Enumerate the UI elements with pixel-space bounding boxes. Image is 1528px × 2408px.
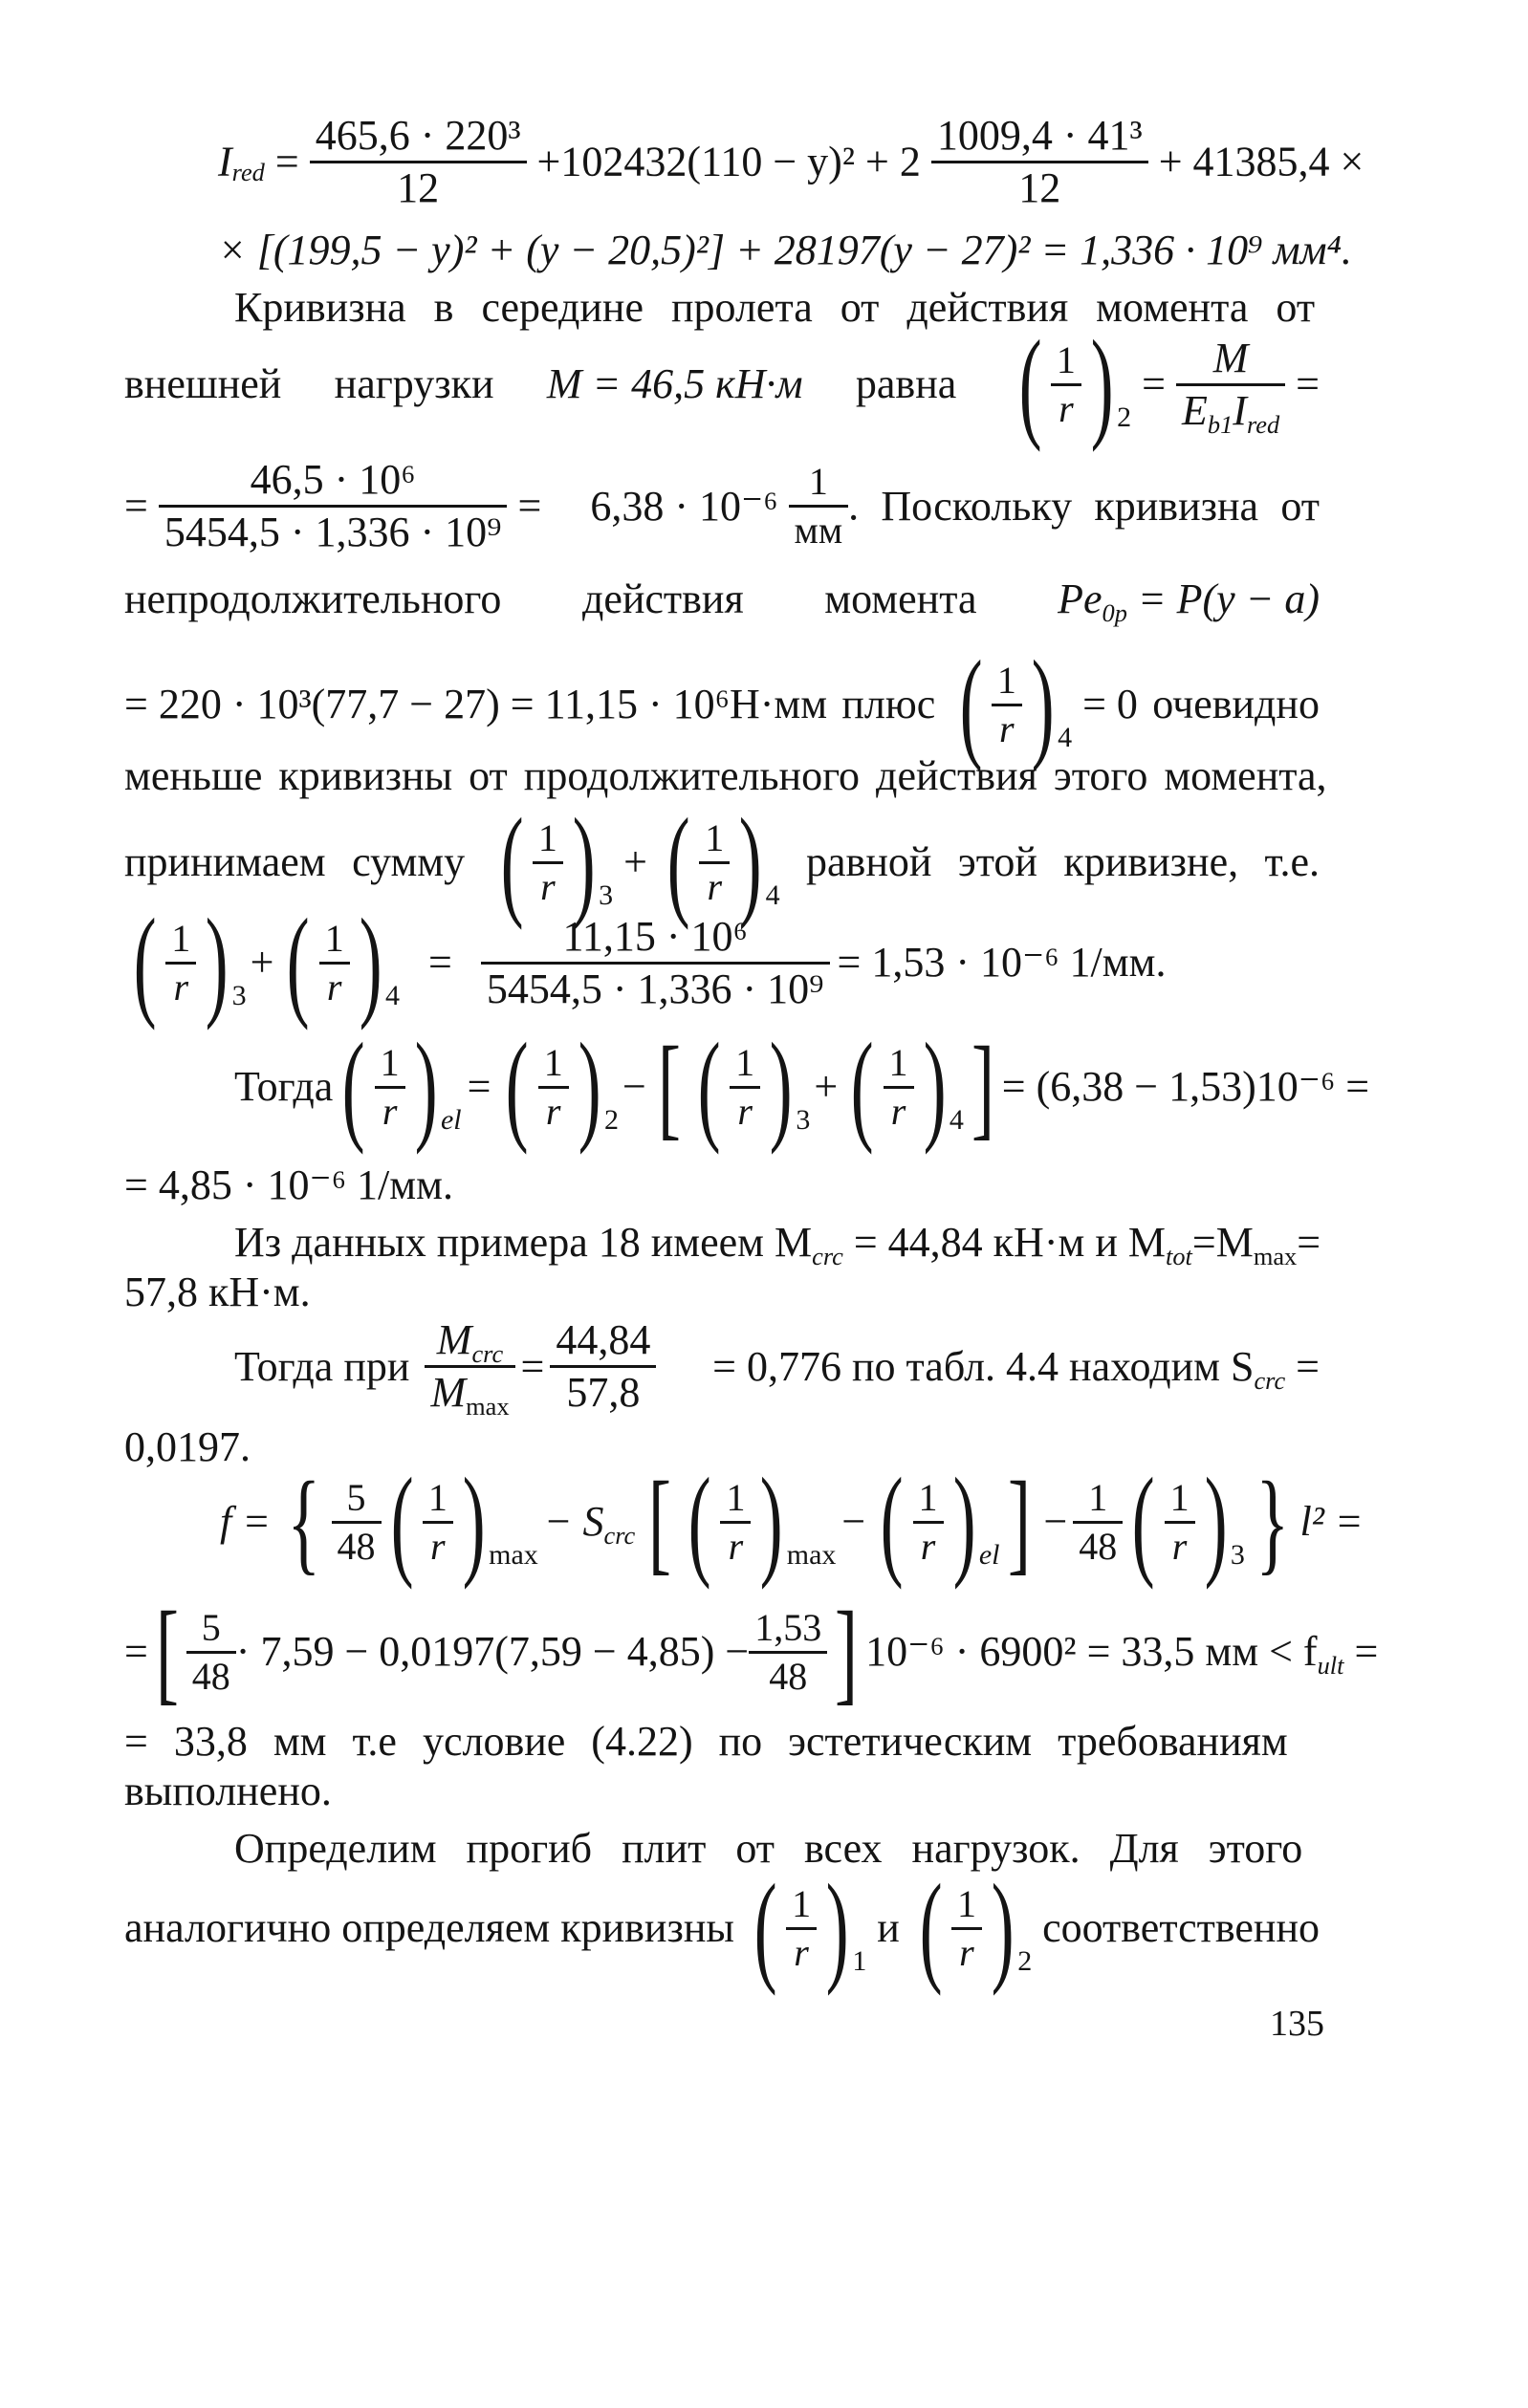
ired-term: +102432(110 − y)² + 2 — [536, 138, 921, 185]
fraction: $\frac{\text{1009,4 · 41³}}{12}$ — [931, 115, 1148, 209]
paragraph-line: аналогично определяем кривизны ( $\frac{1}{r}$ ) 1 и ( $\frac{1}{r}$ ) 2 соответственно — [124, 1859, 1320, 1997]
formula-ired-line1: $I_{red}$ = $\frac{\text{465,6 · 220³}}{12}$ +102432(110 − y)² + 2 $\frac{\text{1009,4 · 41³}}{12}$ + 41385,4 × — [218, 112, 1364, 211]
ired-symbol: I — [218, 138, 232, 185]
formula-line: Тогда ( $\frac{1}{r}$ ) el = ( $\frac{1}{r}$ ) 2 − [ ( $\frac{1}{r}$ ) 3 + ( $\frac{1}{r}$ ) 4 ] = (6,38 − 1,53)10⁻⁶ = — [234, 1018, 1370, 1156]
paragraph-line: меньше кривизны от продолжительного действия этого момента, — [124, 752, 1327, 799]
paragraph-line: принимаем сумму ( $\frac{1}{r}$ ) 3 + ( $\frac{1}{r}$ ) 4 равной этой кривизне, т.е. — [124, 793, 1320, 931]
formula-line: ( $\frac{1}{r}$ ) 3 + ( $\frac{1}{r}$ ) 4 = $\frac{\text{11,15 · 10⁶}}{\text{5454,5 · 1,336 · 10⁹}}$ = 1,53 · 10⁻⁶ 1/мм. — [133, 894, 1167, 1031]
formula-ired-line2: × [(199,5 − y)² + (y − 20,5)²] + 28197(y − 27)² = 1,336 · 10⁹ мм⁴. — [218, 227, 1352, 273]
fraction: $\frac{M}{E_{b1}I_{red}}$ — [1176, 337, 1285, 432]
fraction: $\frac{5}{48}$ — [186, 1609, 236, 1696]
paragraph-line: выполнено. — [124, 1768, 332, 1814]
paragraph-line: = 33,8 мм т.е условие (4.22) по эстетическим требованиям — [124, 1718, 1288, 1765]
ired-term: + 41385,4 × — [1158, 138, 1364, 185]
formula-calc: = [ $\frac{5}{48}$ · 7,59 − 0,0197(7,59 − 4,85) − $\frac{1,53}{48}$ ] 10⁻⁶ · 6900² = 33,5 мм < $f_{ult}$ = — [124, 1588, 1379, 1715]
paragraph-line: Из данных примера 18 имеем $M_{crc} = 44,84$ кН·м и $M_{tot}=M_{max}=$ — [234, 1219, 1321, 1271]
formula-deflection: f = { $\frac{5}{48}$ ( $\frac{1}{r}$ ) max − $S_{crc}$ [ ( $\frac{1}{r}$ ) max − ( $\frac{1}{r}$ ) el ] − $\frac{1}{48}$ ( $\frac{1}{r}$ ) 3 } l² = — [220, 1453, 1364, 1591]
formula-line: = $\frac{\text{46,5 · 10⁶}}{\text{5454,5 · 1,336 · 10⁹}}$ = 6,38 · 10⁻⁶ $\frac{1}{мм}$ . Поскольку кривизна от — [124, 456, 1320, 555]
fraction: $\frac{M_{crc}}{M_{max}}$ — [425, 1319, 514, 1414]
ired-subscript: red — [231, 157, 265, 186]
paragraph-line: Определим прогиб плит от всех нагрузок. Для этого — [234, 1825, 1303, 1872]
paragraph-line: 57,8 кН·м. — [124, 1269, 311, 1315]
fraction: $\frac{1}{48}$ — [1073, 1479, 1123, 1566]
fraction: $\frac{\text{46,5 · 10⁶}}{\text{5454,5 · 1,336 · 10⁹}}$ — [159, 459, 508, 553]
page-number: 135 — [1270, 2004, 1324, 2044]
formula-line: = 220 · 10³(77,7 − 27) = 11,15 · 10⁶Н·мм плюс ( $\frac{1}{r}$ ) 4 = 0 очевидно — [124, 636, 1320, 773]
curvature-expr: ( $\frac{1}{r}$ ) 2 = $\frac{M}{E_{b1}I_{red}}$ = — [1018, 315, 1320, 453]
formula-line: Тогда при $\frac{M_{crc}}{M_{max}}$ = $\frac{44,84}{57,8}$ = 0,776 по табл. 4.4 находим $S_{crc}$ = — [234, 1316, 1320, 1421]
fraction: $\frac{1,53}{48}$ — [749, 1609, 827, 1696]
formula-line: = 4,85 · 10⁻⁶ 1/мм. — [124, 1161, 453, 1208]
fraction: $\frac{1}{мм}$ — [789, 463, 849, 550]
fraction: $\frac{\text{11,15 · 10⁶}}{\text{5454,5 · 1,336 · 10⁹}}$ — [481, 916, 830, 1010]
paragraph-line: 0,0197. — [124, 1423, 251, 1470]
fraction: $\frac{\text{465,6 · 220³}}{12}$ — [310, 115, 527, 209]
paragraph-line: Кривизна в середине пролета от действия момента от — [234, 284, 1316, 331]
fraction: $\frac{5}{48}$ — [332, 1479, 382, 1566]
fraction: $\frac{44,84}{57,8}$ — [550, 1319, 656, 1414]
paragraph-line: непродолжительного действия момента $Pe_{0p} = P(y - a)$ — [124, 575, 1320, 628]
paragraph-line: внешней нагрузки M = 46,5 кН·м равна ( $\frac{1}{r}$ ) 2 = $\frac{M}{E_{b1}I_{red}}$ = — [124, 315, 1320, 453]
